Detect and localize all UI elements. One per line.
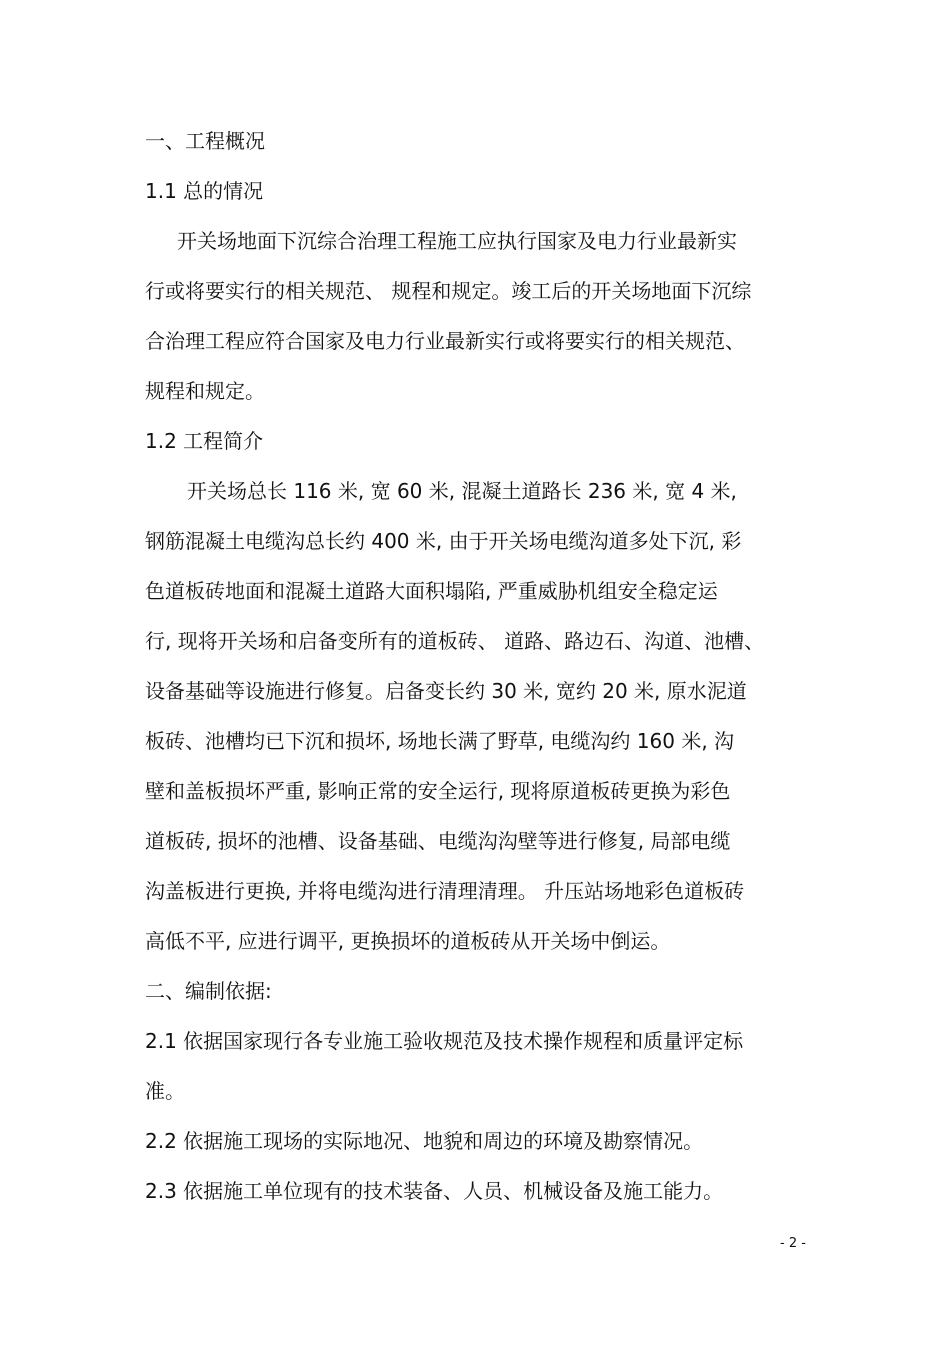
basis-item: 2.1 依据国家现行各专业施工验收规范及技术操作规程和质量评定标 — [145, 1029, 744, 1053]
paragraph-line: 钢筋混凝土电缆沟总长约 400 米, 由于开关场电缆沟道多处下沉, 彩 — [145, 529, 742, 553]
paragraph-line: 开关场地面下沉综合治理工程施工应执行国家及电力行业最新实 — [177, 229, 737, 253]
basis-item-continuation: 准。 — [145, 1079, 185, 1103]
paragraph-line: 沟盖板进行更换, 并将电缆沟进行清理清理。 升压站场地彩色道板砖 — [145, 879, 745, 903]
paragraph-line: 壁和盖板损坏严重, 影响正常的安全运行, 现将原道板砖更换为彩色 — [145, 779, 731, 803]
paragraph-line: 行, 现将开关场和启备变所有的道板砖、 道路、路边石、沟道、池槽、 — [145, 629, 765, 653]
paragraph-line: 道板砖, 损坏的池槽、设备基础、电缆沟沟壁等进行修复, 局部电缆 — [145, 829, 731, 853]
paragraph-line: 高低不平, 应进行调平, 更换损坏的道板砖从开关场中倒运。 — [145, 929, 671, 953]
paragraph-line: 行或将要实行的相关规范、 规程和规定。竣工后的开关场地面下沉综 — [145, 279, 752, 303]
section-2-heading: 二、编制依据: — [145, 979, 272, 1003]
basis-item: 2.3 依据施工单位现有的技术装备、人员、机械设备及施工能力。 — [145, 1179, 724, 1203]
page-number: - 2 - — [780, 1236, 806, 1251]
paragraph-line: 色道板砖地面和混凝土道路大面积塌陷, 严重威胁机组安全稳定运 — [145, 579, 718, 603]
paragraph-line: 设备基础等设施进行修复。启备变长约 30 米, 宽约 20 米, 原水泥道 — [145, 679, 747, 703]
paragraph-line: 板砖、池槽均已下沉和损坏, 场地长满了野草, 电缆沟约 160 米, 沟 — [145, 729, 735, 753]
subsection-1-2-heading: 1.2 工程简介 — [145, 429, 264, 453]
subsection-1-1-heading: 1.1 总的情况 — [145, 179, 264, 203]
paragraph-line: 合治理工程应符合国家及电力行业最新实行或将要实行的相关规范、 — [145, 329, 745, 353]
paragraph-line: 开关场总长 116 米, 宽 60 米, 混凝土道路长 236 米, 宽 4 米, — [187, 479, 737, 503]
basis-item: 2.2 依据施工现场的实际地况、地貌和周边的环境及勘察情况。 — [145, 1129, 704, 1153]
paragraph-line: 规程和规定。 — [145, 379, 265, 403]
section-1-heading: 一、工程概况 — [145, 129, 265, 153]
